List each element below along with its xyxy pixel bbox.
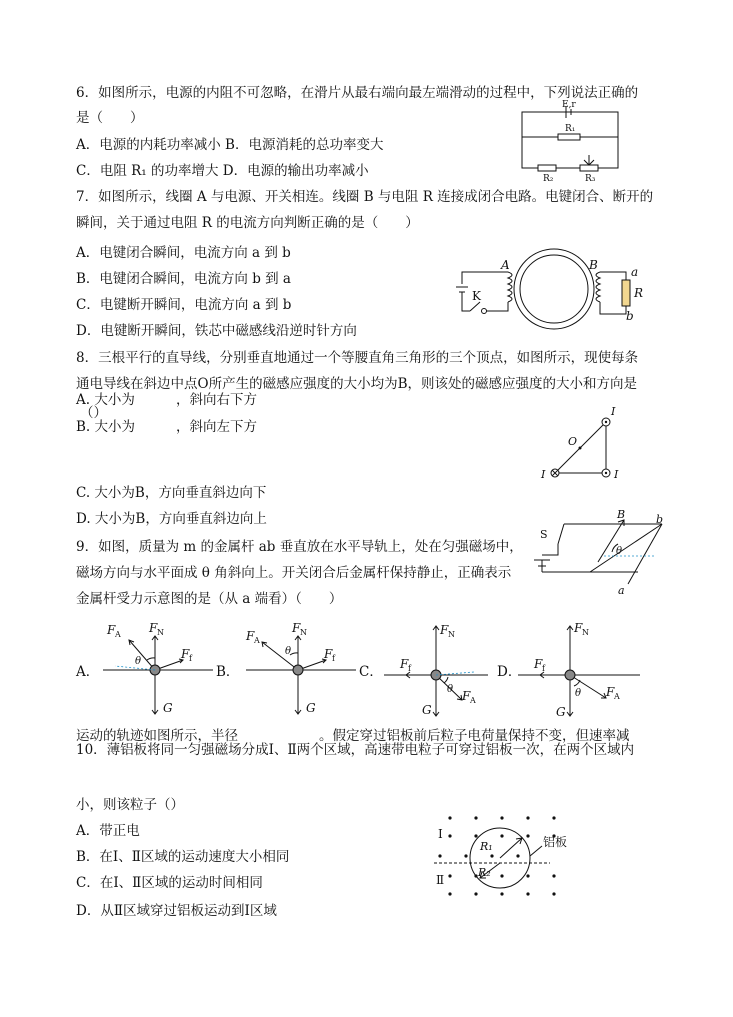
q8-option-b-prefix: B. 大小为: [76, 419, 136, 435]
q9-c-fn-sub: N: [448, 630, 455, 639]
q9-b-g: G: [306, 701, 316, 715]
q8-label-i-top: I: [611, 405, 616, 418]
q10-stem-line1: 10．薄铝板将同一匀强磁场分成Ⅰ、Ⅱ两个区域，高速带电粒子可穿过铝板一次，在两个区域内: [76, 742, 635, 758]
q9-label-end-b: b: [656, 513, 664, 526]
q9-b-fa-sub: A: [254, 636, 260, 645]
q8-option-a-suffix: ，斜向右下方: [176, 392, 257, 408]
q9-b-fn-sub: N: [300, 628, 307, 637]
q9-d-fn-sub: N: [582, 628, 589, 637]
q9-a-theta: θ: [135, 656, 142, 667]
q10-option-d: D．从Ⅱ区域穿过铝板运动到Ⅰ区域: [76, 903, 277, 919]
q7-coil-diagram: [450, 252, 650, 332]
q8-stem-line2: 通电导线在斜边中点O所产生的磁感应强度的大小均为B，则该处的磁感应强度的大小和方向是: [76, 376, 637, 392]
q6-label-r1: R₁: [565, 124, 576, 134]
q6-stem-line1: 6．如图所示，电源的内阻不可忽略，在滑片从最右端向最左端滑动的过程中，下列说法正确的: [76, 85, 639, 101]
q7-label-coil-a: A: [501, 258, 510, 272]
q9-stem-line2: 磁场方向与水平面成 θ 角斜向上。开关闭合后金属杆保持静止，正确表示: [76, 565, 512, 581]
q10-overlap-line: 运动的轨迹如图所示，半径 。假定穿过铝板前后粒子电荷量保持不变，但速率减: [76, 728, 630, 744]
q9-a-g: G: [163, 701, 173, 715]
q9-option-d-label: D．: [497, 664, 522, 680]
q7-label-switch-k: K: [472, 289, 481, 303]
q7-option-d: D．电键断开瞬间，铁芯中磁感线沿逆时针方向: [76, 323, 357, 339]
q9-d-ff: F: [534, 657, 543, 671]
q9-a-fa-sub: A: [115, 630, 121, 639]
q9-d-fa: F: [606, 685, 615, 699]
q9-d-fa-sub: A: [614, 692, 620, 701]
q7-option-b: B．电键闭合瞬间，电流方向 b 到 a: [76, 271, 291, 287]
q9-option-b-label: B．: [216, 664, 240, 680]
q6-stem-line2: 是（ ）: [76, 110, 144, 126]
q7-option-a: A．电键闭合瞬间，电流方向 a 到 b: [76, 245, 291, 261]
q9-b-ff: F: [324, 647, 333, 661]
q8-label-i-left: I: [541, 468, 546, 481]
q9-d-theta: θ: [575, 688, 582, 699]
q9-a-fn: F: [149, 621, 158, 635]
q9-label-end-a: a: [618, 584, 625, 597]
q9-a-ff-sub: f: [189, 654, 192, 663]
q7-label-point-b: b: [626, 309, 634, 323]
q10-option-a: A．带正电: [76, 823, 140, 839]
q9-c-fa: F: [462, 689, 471, 703]
q9-c-fn: F: [440, 623, 449, 637]
q8-option-a-prefix: A. 大小为: [76, 392, 135, 408]
q9-b-fa: F: [246, 629, 255, 643]
q9-stem-line3: 金属杆受力示意图的是（从 a 端看）（ ）: [76, 591, 343, 607]
q10-stem-line2: 小，则该粒子（）: [76, 797, 184, 813]
q7-option-c: C．电键断开瞬间，电流方向 a 到 b: [76, 297, 292, 313]
q6-options-ab: A．电源的内耗功率减小 B．电源消耗的总功率变大: [76, 137, 384, 153]
q7-label-point-a: a: [631, 265, 639, 279]
q10-label-r2: R₂: [478, 866, 491, 879]
q8-answer-paren: （）: [80, 405, 107, 421]
q7-label-resistor-r: R: [634, 286, 644, 300]
q6-label-r3: R₃: [585, 174, 596, 184]
q9-d-ff-sub: f: [542, 664, 545, 673]
q8-option-b-suffix: ，斜向左下方: [176, 419, 257, 435]
q10-magnetic-field-diagram: [430, 808, 590, 900]
q9-option-c-label: C．: [359, 664, 383, 680]
q9-a-ff: F: [181, 647, 190, 661]
q9-c-ff: F: [400, 657, 409, 671]
q6-circuit-diagram: [518, 100, 628, 184]
q9-label-field-b: B: [617, 508, 626, 521]
q9-option-c-diagram: [378, 620, 498, 720]
q9-c-fa-sub: A: [470, 696, 476, 705]
q9-b-theta: θ: [285, 646, 292, 657]
q8-stem-line1: 8．三根平行的直导线，分别垂直地通过一个等腰直角三角形的三个顶点，如图所示，现使每条: [76, 350, 639, 366]
q8-label-i-right: I: [614, 468, 619, 481]
q7-stem-line2: 瞬间，关于通过电阻 R 的电流方向判断正确的是（ ）: [76, 215, 419, 231]
q9-b-ff-sub: f: [332, 654, 335, 663]
q10-label-r1: R₁: [480, 840, 493, 853]
q9-a-fn-sub: N: [157, 628, 164, 637]
q9-c-ff-sub: f: [408, 664, 411, 673]
q8-label-o: O: [568, 435, 578, 448]
q9-d-fn: F: [574, 621, 583, 635]
q6-label-r2: R₂: [543, 174, 554, 184]
q10-label-region-i: Ⅰ: [438, 827, 443, 841]
q10-label-aluminum-plate: 铝板: [543, 835, 568, 849]
q9-option-a-diagram: [95, 620, 225, 720]
q9-label-switch-s: S: [540, 528, 548, 541]
q10-option-b: B．在Ⅰ、Ⅱ区域的运动速度大小相同: [76, 849, 290, 865]
q9-b-fn: F: [292, 621, 301, 635]
q8-triangle-diagram: [538, 402, 628, 486]
q9-c-g: G: [422, 703, 432, 717]
q9-option-d-diagram: [512, 620, 647, 720]
q9-c-theta: θ: [447, 684, 454, 695]
q9-label-theta: θ: [616, 546, 623, 557]
q6-label-er: E,r: [562, 100, 576, 110]
q9-a-fa: F: [107, 623, 116, 637]
q9-d-g: G: [556, 705, 566, 719]
q9-stem-line1: 9．如图，质量为 m 的金属杆 ab 垂直放在水平导轨上，处在匀强磁场中，: [76, 539, 523, 555]
q9-option-b-diagram: [238, 620, 368, 720]
q6-options-cd: C．电阻 R₁ 的功率增大 D．电源的输出功率减小: [76, 163, 369, 179]
q9-option-a-label: A．: [76, 664, 100, 680]
q8-option-d: D. 大小为B，方向垂直斜边向上: [76, 511, 267, 527]
q10-label-region-ii: Ⅱ: [436, 873, 445, 887]
q9-rail-diagram: [530, 510, 670, 595]
q7-stem-line1: 7．如图所示，线圈 A 与电源、开关相连。线圈 B 与电阻 R 连接成闭合电路。电键闭合、断开的: [76, 189, 654, 205]
q8-option-c: C. 大小为B，方向垂直斜边向下: [76, 485, 267, 501]
q10-option-c: C．在Ⅰ、Ⅱ区域的运动时间相同: [76, 875, 263, 891]
q7-label-coil-b: B: [589, 258, 598, 272]
